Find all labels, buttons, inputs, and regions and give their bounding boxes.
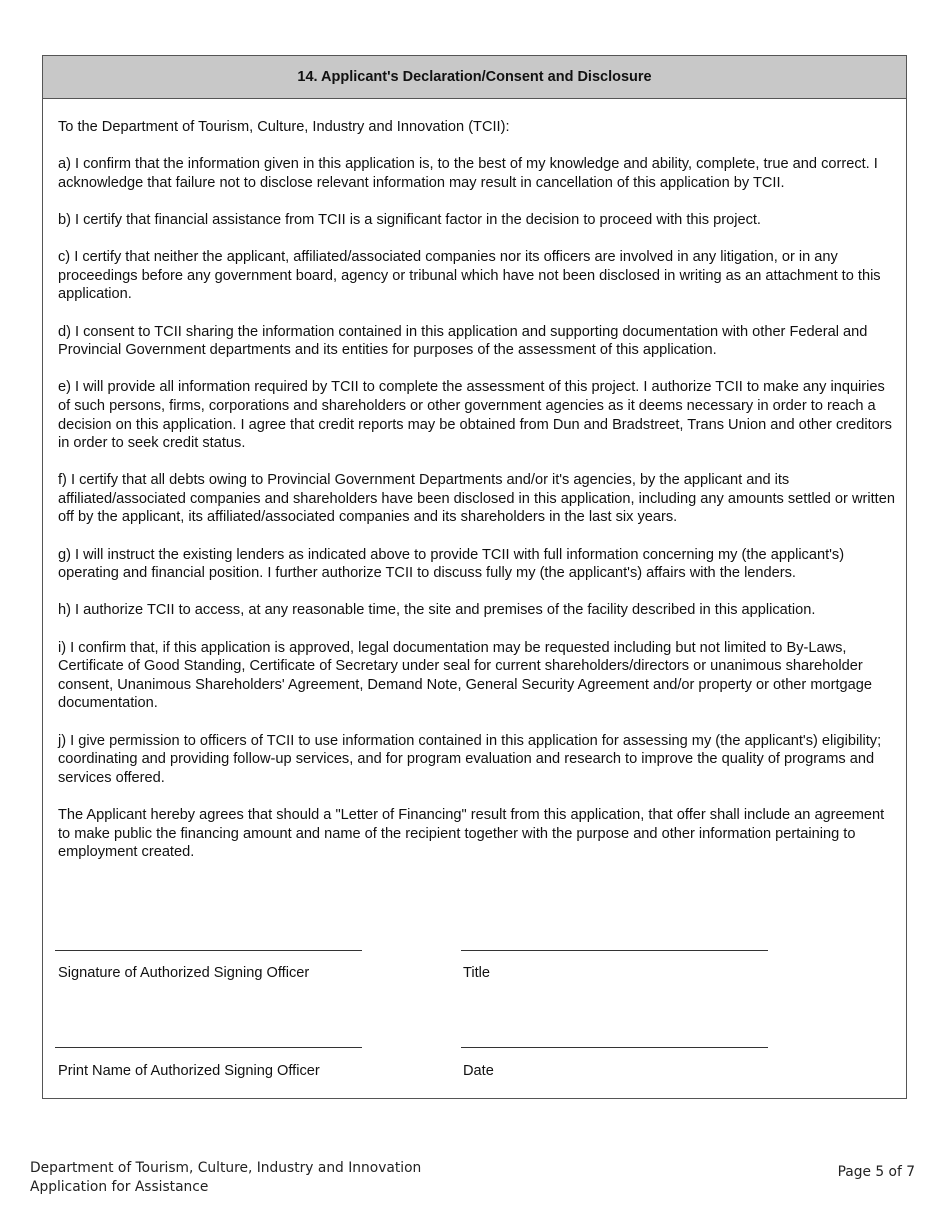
clause-a: a) I confirm that the information given in this application is, to the best of my knowledge and ability, complete, true and correct. I acknowledge that failure not to disclose relevant information may result in cancellation of this application by TCII. bbox=[58, 156, 878, 191]
clause-h: h) I authorize TCII to access, at any reasonable time, the site and premises of the facility described in this application. bbox=[58, 602, 816, 619]
footer-form-name: Application for Assistance bbox=[30, 1179, 209, 1195]
clause-j: j) I give permission to officers of TCII to use information contained in this application for assessing my (the applicant's) eligibility; coordinating and providing follow-up services, and for program evaluation and research to improve the quality of programs and services offered. bbox=[58, 732, 882, 786]
footer-left bbox=[30, 1159, 421, 1197]
declaration-section bbox=[42, 55, 907, 1099]
title-line[interactable] bbox=[461, 950, 768, 951]
title-label: Title bbox=[463, 965, 491, 981]
closing-statement: The Applicant hereby agrees that should a "Letter of Financing" result from this application, that offer shall include an agreement to make public the financing amount and name of the recipient together with the purpose and other information pertaining to employment created. bbox=[58, 806, 885, 861]
footer-department: Department of Tourism, Culture, Industry and Innovation bbox=[30, 1160, 422, 1176]
signature-label: Signature of Authorized Signing Officer bbox=[58, 965, 310, 981]
print-name-line[interactable] bbox=[55, 1047, 362, 1048]
signature-line[interactable] bbox=[55, 950, 362, 951]
date-line[interactable] bbox=[461, 1047, 768, 1048]
clause-g: g) I will instruct the existing lenders as indicated above to provide TCII with full information concerning my (the applicant's) operating and financial position. I further authorize TCII to discuss fully my (the applicant's) affairs with the lenders. bbox=[58, 546, 845, 582]
clause-d: d) I consent to TCII sharing the information contained in this application and supporting documentation with other Federal and Provincial Government departments and its entities for purposes of the assessment of this application. bbox=[58, 323, 868, 359]
section-title: 14. Applicant's Declaration/Consent and Disclosure bbox=[43, 56, 906, 99]
clause-f: f) I certify that all debts owing to Provincial Government Departments and/or it's agencies, by the applicant and its affiliated/associated companies and shareholders have been disclosed in this application, including any amounts settled or written off by the applicant, its affiliated/associated companies and its shareholders in the last six years. bbox=[58, 472, 895, 526]
date-label: Date bbox=[463, 1063, 494, 1079]
page-number: Page 5 of 7 bbox=[837, 1164, 915, 1180]
clause-c: c) I certify that neither the applicant, affiliated/associated companies nor its officers are involved in any litigation, or in any proceedings before any government board, agency or tribunal which have not been disclosed in writing as an attachment to this application. bbox=[58, 249, 881, 303]
print-name-label: Print Name of Authorized Signing Officer bbox=[58, 1063, 320, 1079]
clause-e: e) I will provide all information required by TCII to complete the assessment of this project. I authorize TCII to make any inquiries of such persons, firms, corporations and shareholders or other government agencies as it deems necessary in order to reach a decision on this application. I agree that credit reports may be obtained from Dun and Bradstreet, Trans Union and other creditors in order to seek credit status. bbox=[58, 379, 892, 452]
declaration-intro: To the Department of Tourism, Culture, Industry and Innovation (TCII): bbox=[58, 119, 510, 135]
clause-i: i) I confirm that, if this application is approved, legal documentation may be requested including but not limited to By-Laws, Certificate of Good Standing, Certificate of Secretary under seal for current shareholders/directors or unanimous shareholder consent, Unanimous Shareholders' Agreement, Demand Note, General Security Agreement and/or property or other mortgage documentation. bbox=[58, 639, 872, 712]
clause-b: b) I certify that financial assistance from TCII is a significant factor in the decision to proceed with this project. bbox=[58, 211, 761, 228]
declaration-body bbox=[58, 118, 898, 880]
